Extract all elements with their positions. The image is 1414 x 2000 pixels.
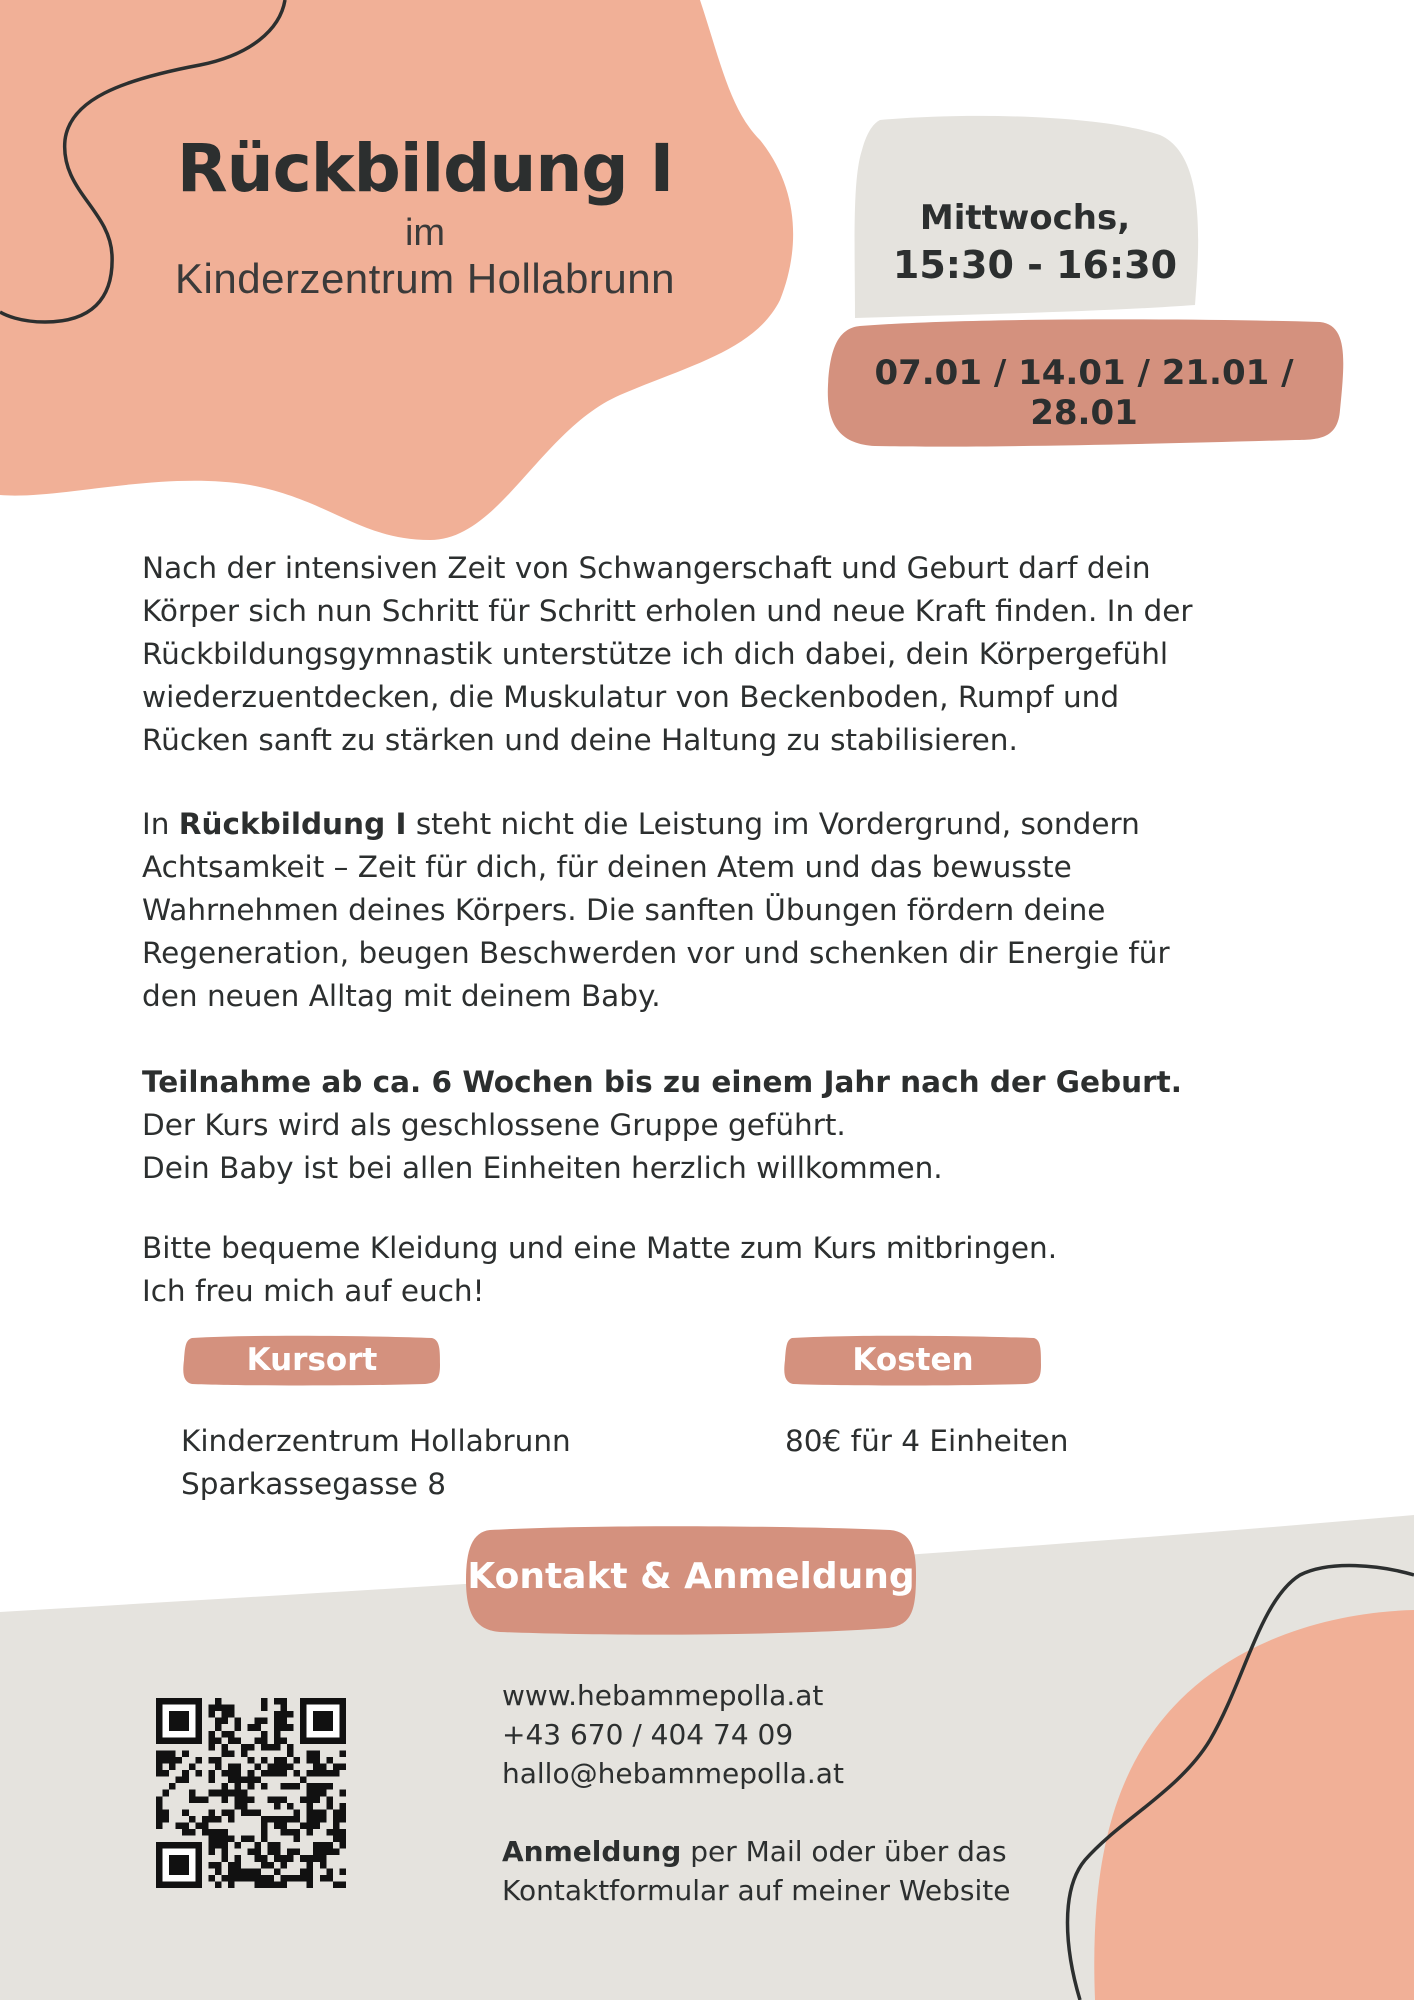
- registration-line: Kontaktformular auf meiner Website: [502, 1874, 1011, 1907]
- cost-value: 80€ für 4 Einheiten: [785, 1424, 1069, 1458]
- kosten-label: Kosten: [852, 1342, 974, 1378]
- contact-details: [502, 1676, 1102, 1793]
- registration-note: [502, 1832, 1102, 1910]
- registration-rest: per Mail oder über das: [681, 1835, 1007, 1868]
- email-link[interactable]: hallo@hebammepolla.at: [502, 1757, 844, 1790]
- focus-prefix: In: [142, 807, 179, 841]
- focus-line: [142, 803, 1262, 846]
- phone-number[interactable]: +43 670 / 404 74 09: [502, 1718, 794, 1751]
- focus-line: Regeneration, beugen Beschwerden vor und schenken dir Energie für: [142, 936, 1170, 970]
- focus-line-rest: steht nicht die Leistung im Vordergrund, sondern: [406, 807, 1140, 841]
- qr-code-icon[interactable]: [156, 1698, 346, 1888]
- schedule-time: 15:30 - 16:30: [892, 243, 1178, 287]
- course-venue: Kinderzentrum Hollabrunn: [175, 255, 675, 302]
- registration-bold: Anmeldung: [502, 1835, 682, 1868]
- location-name: Kinderzentrum Hollabrunn: [181, 1424, 571, 1458]
- cost-info: [785, 1420, 1305, 1463]
- website-link[interactable]: www.hebammepolla.at: [502, 1679, 824, 1712]
- schedule-day: Mittwochs,: [919, 198, 1131, 238]
- focus-line: den neuen Alltag mit deinem Baby.: [142, 979, 661, 1013]
- contact-heading: Kontakt & Anmeldung: [467, 1556, 915, 1597]
- location-address: Sparkassegasse 8: [181, 1467, 447, 1501]
- intro-paragraph: [142, 547, 1262, 762]
- bring-line: Bitte bequeme Kleidung und eine Matte zum Kurs mitbringen.: [142, 1231, 1058, 1265]
- registration-line: [502, 1832, 1102, 1871]
- course-title: Rückbildung I: [176, 130, 674, 207]
- course-subtitle-prefix: im: [404, 212, 446, 254]
- intro-line: Rückbildungsgymnastik unterstütze ich dich dabei, dein Körpergefühl: [142, 637, 1169, 671]
- focus-paragraph: [142, 803, 1262, 1018]
- focus-line: Achtsamkeit – Zeit für dich, für deinen Atem und das bewusste: [142, 850, 1072, 884]
- intro-line: Rücken sanft zu stärken und deine Haltung zu stabilisieren.: [142, 723, 1018, 757]
- participation-bold: Teilnahme ab ca. 6 Wochen bis zu einem Jahr nach der Geburt.: [142, 1065, 1182, 1099]
- intro-line: wiederzuentdecken, die Muskulatur von Beckenboden, Rumpf und: [142, 680, 1120, 714]
- intro-line: Nach der intensiven Zeit von Schwangerschaft und Geburt darf dein: [142, 551, 1151, 585]
- participation-paragraph: [142, 1061, 1262, 1190]
- intro-line: Körper sich nun Schritt für Schritt erholen und neue Kraft finden. In der: [142, 594, 1193, 628]
- bring-paragraph: [142, 1227, 1262, 1313]
- participation-headline: [142, 1061, 1262, 1104]
- bring-line: Ich freu mich auf euch!: [142, 1274, 485, 1308]
- location-info: [181, 1420, 701, 1506]
- participation-line: Dein Baby ist bei allen Einheiten herzlich willkommen.: [142, 1151, 943, 1185]
- participation-line: Der Kurs wird als geschlossene Gruppe geführt.: [142, 1108, 846, 1142]
- schedule-dates: 07.01 / 14.01 / 21.01 / 28.01: [874, 353, 1294, 433]
- focus-course-name: Rückbildung I: [178, 807, 407, 841]
- focus-line: Wahrnehmen deines Körpers. Die sanften Übungen fördern deine: [142, 893, 1106, 927]
- kursort-label: Kursort: [246, 1342, 378, 1378]
